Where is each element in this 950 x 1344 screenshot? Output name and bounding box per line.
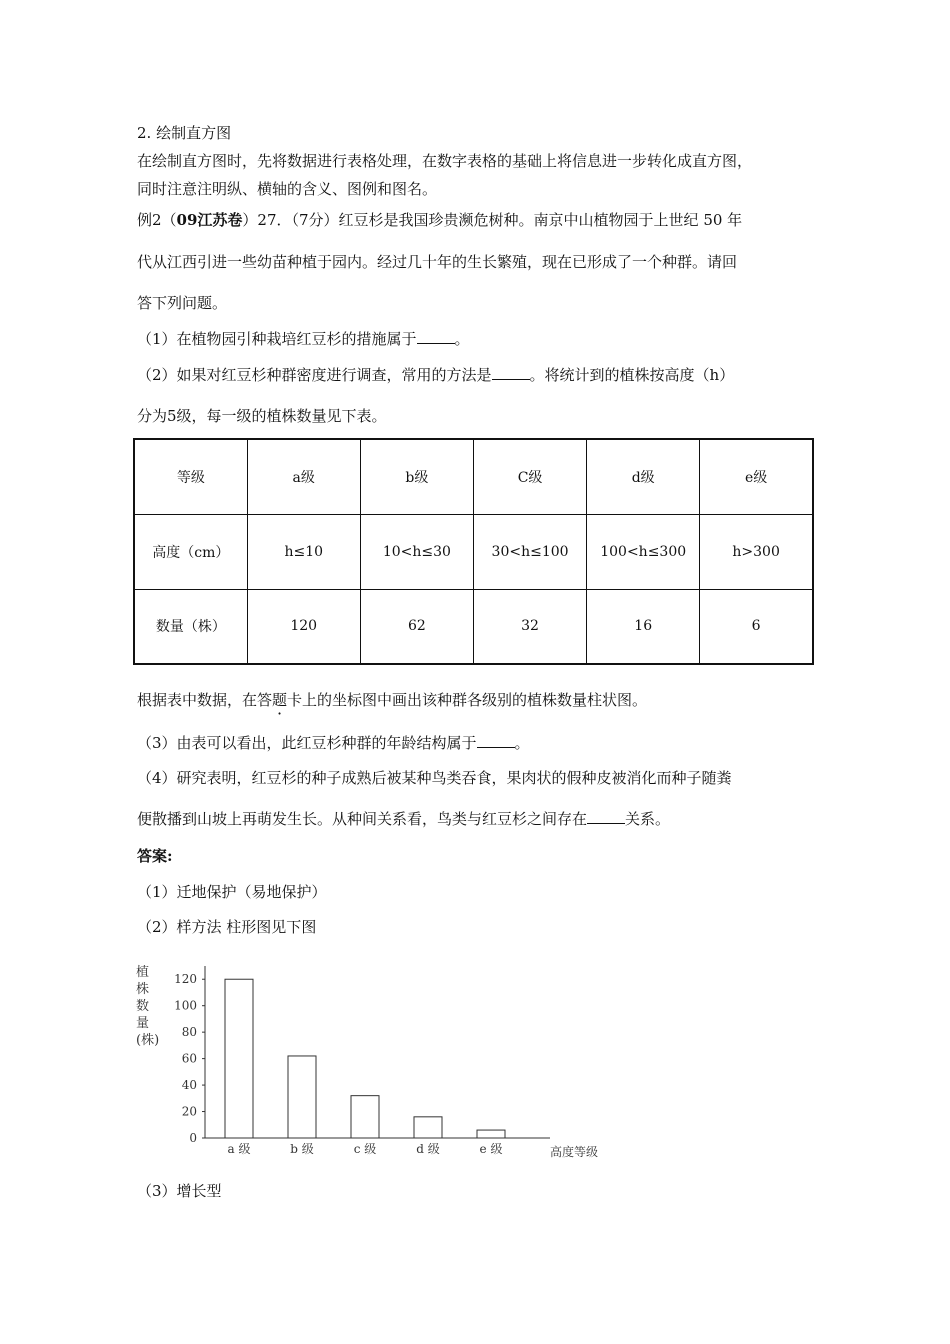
instruction-post: 上的坐标图中画出该种群各级别的植株数量柱状图。: [302, 691, 648, 709]
section-title: 2. 绘制直方图: [137, 124, 232, 142]
table-cell: 62: [360, 589, 473, 664]
y-tick-label: 60: [181, 1051, 197, 1066]
table-cell: C级: [473, 439, 586, 514]
table-cell: 6: [700, 589, 813, 664]
answer-blank: [417, 329, 455, 344]
x-tick-label: e 级: [479, 1142, 503, 1156]
y-tick-label: 80: [181, 1025, 197, 1040]
y-tick-label: 20: [181, 1104, 197, 1119]
answer-blank: [477, 733, 515, 748]
y-axis-label-char: 株: [136, 982, 150, 997]
question-3: [137, 733, 530, 753]
x-axis-label: 高度等级: [550, 1145, 599, 1159]
table-cell: 120: [247, 589, 360, 664]
y-tick-label: 0: [189, 1131, 197, 1145]
table-cell: e级: [700, 439, 813, 514]
table-cell: h>300: [700, 514, 813, 589]
bar: [288, 1056, 316, 1138]
bar: [225, 979, 253, 1138]
table-cell: 高度（cm）: [134, 514, 247, 589]
question-1-end: 。: [454, 330, 470, 348]
bar: [414, 1117, 442, 1138]
example-suffix: ）27．（7分）红豆杉是我国珍贵濒危树种。南京中山植物园于上世纪 50 年: [242, 211, 743, 229]
x-tick-label: d 级: [416, 1142, 440, 1156]
table-cell: 10<h≤30: [360, 514, 473, 589]
table-row: [134, 439, 813, 514]
y-tick-label: 100: [174, 998, 197, 1013]
y-axis-label-char: 量: [136, 1016, 150, 1031]
question-4-line-1: （4）研究表明，红豆杉的种子成熟后被某种鸟类吞食，果肉状的假种皮被消化而种子随粪: [137, 769, 732, 787]
bar: [351, 1096, 379, 1138]
question-2-text: （2）如果对红豆杉种群密度进行调查，常用的方法是: [137, 366, 492, 384]
table-cell: 100<h≤300: [587, 514, 700, 589]
answer-2: （2）样方法 柱形图见下图: [137, 918, 317, 936]
instruction-pre: 根据表中数据，在: [137, 691, 258, 709]
bar-chart: [130, 958, 630, 1163]
example-line-2: 代从江西引进一些幼苗种植于园内。经过几十年的生长繁殖，现在已形成了一个种群。请回: [137, 253, 738, 271]
question-3-text: （3）由表可以看出，此红豆杉种群的年龄结构属于: [137, 734, 477, 752]
answer-blank: [587, 809, 625, 824]
bar: [477, 1130, 505, 1138]
intro-line-1: 在绘制直方图时，先将数据进行表格处理，在数字表格的基础上将信息进一步转化成直方图，: [137, 152, 753, 170]
answer-1: （1）迁地保护（易地保护）: [137, 883, 327, 901]
table-cell: 等级: [134, 439, 247, 514]
y-axis-label-char: 数: [136, 999, 150, 1014]
y-axis-label-char: 植: [136, 965, 150, 980]
after-table-instruction: [137, 690, 647, 710]
x-tick-label: c 级: [353, 1142, 377, 1156]
table-row: [134, 589, 813, 664]
table-cell: 30<h≤100: [473, 514, 586, 589]
table-cell: 数量（株）: [134, 589, 247, 664]
example-prefix: 例2（: [137, 211, 177, 229]
question-1: [137, 329, 470, 349]
table-cell: b级: [360, 439, 473, 514]
answer-label: 答案:: [137, 847, 173, 865]
example-line-1: [137, 210, 742, 230]
question-3-end: 。: [514, 734, 530, 752]
question-4-text: 便散播到山坡上再萌发生长。从种间关系看，鸟类与红豆杉之间存在: [137, 810, 588, 828]
x-tick-label: b 级: [290, 1142, 314, 1156]
example-line-3: 答下列问题。: [137, 294, 228, 312]
y-axis-label-char: (株): [136, 1033, 160, 1048]
answer-3: （3）增长型: [137, 1182, 222, 1200]
question-1-text: （1）在植物园引种栽培红豆杉的措施属于: [137, 330, 417, 348]
emphasis-dotted-text: 答题卡: [257, 691, 303, 709]
table-cell: 32: [473, 589, 586, 664]
height-grade-table: [133, 438, 814, 665]
question-4-line-2: [137, 809, 670, 829]
example-source: 09江苏卷: [176, 211, 243, 229]
y-tick-label: 120: [174, 972, 197, 987]
table-cell: h≤10: [247, 514, 360, 589]
question-2-end: 。将统计到的植株按高度（h）: [529, 366, 735, 384]
question-2-line-2: 分为5级，每一级的植株数量见下表。: [137, 407, 387, 425]
y-tick-label: 40: [181, 1078, 197, 1093]
table-cell: a级: [247, 439, 360, 514]
table-cell: 16: [587, 589, 700, 664]
x-tick-label: a 级: [227, 1142, 251, 1156]
table-row: [134, 514, 813, 589]
question-2: [137, 365, 734, 385]
question-4-end: 关系。: [625, 810, 671, 828]
table-cell: d级: [587, 439, 700, 514]
intro-line-2: 同时注意注明纵、横轴的含义、图例和图名。: [137, 180, 438, 198]
answer-blank: [492, 365, 530, 380]
